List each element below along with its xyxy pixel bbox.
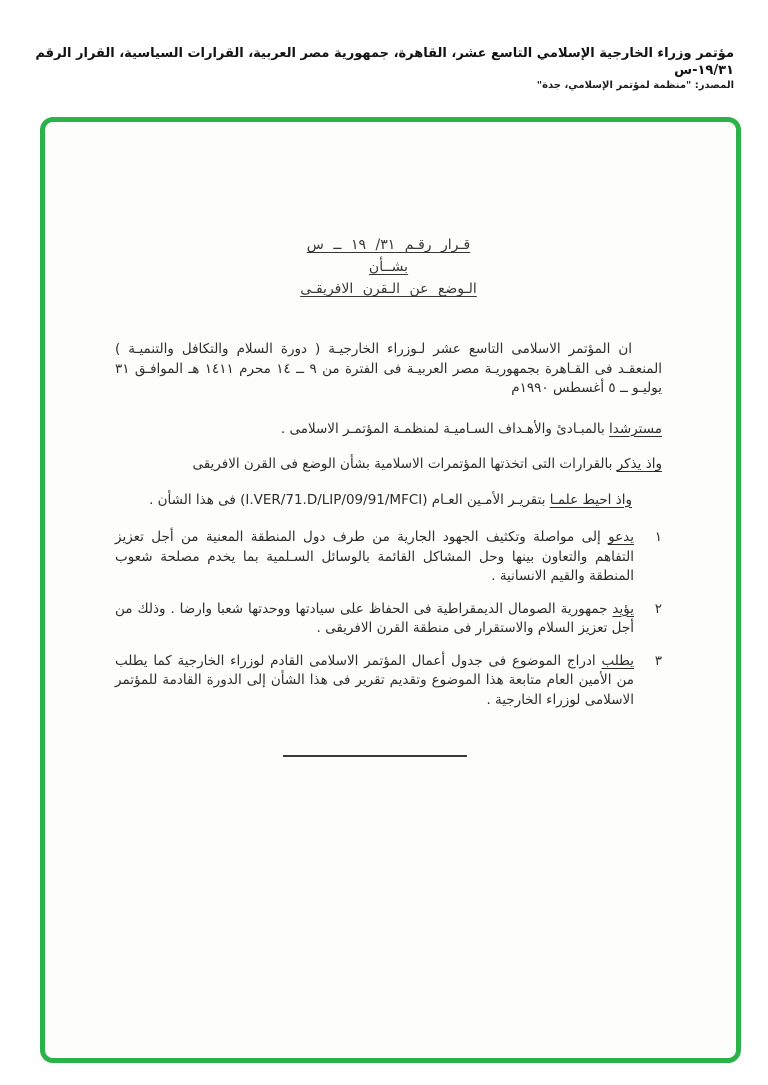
resolution-item-3 [115,652,662,711]
scanned-document-frame [40,117,741,1063]
resolution-title-block [115,234,662,300]
item-3-lead: يطلب [601,652,634,669]
clause-recalling-lead: واذ يذكر [616,456,662,472]
clause-guided-text: بالمبـادئ والأهـداف السـاميـة لمنظمـة المؤتمـر الاسلامى . [280,420,610,437]
end-divider [283,755,467,757]
item-3-body: ادراج الموضوع فى جدول أعمال المؤتمر الاسلامى القادم لوزراء الخارجية كما يطلب من الأمين العام متابعة هذا الموضوع وتقديم تقرير فى هذا الشأن إلى الدورة القادمة للمؤتمر الاسلامى لوزراء الخارجية . [115,652,634,708]
item-3-text [115,652,634,711]
resolution-number-line: قـرار رقـم ٣١/ ١٩ ــ س [306,237,471,253]
resolution-about-line: بشــأن [368,259,409,275]
clause-recalling-text: بالقرارات التى اتخذتها المؤتمرات الاسلامية بشأن الوضع فى القرن الافريقى [192,456,617,472]
resolution-subject-line: الـوضع عن الـقرن الافريقـى [300,281,477,297]
clause-noting [115,491,662,511]
clause-noting-text: بتقريـر الأمـين العـام (I.VER/71.D/LIP/09/91/MFCI) فى هذا الشأن . [149,491,550,508]
item-1-lead: يدعو [608,529,634,545]
clause-guided [115,420,662,440]
item-3-number: ٣ [654,652,662,669]
item-2-text [115,600,634,639]
item-1-body: إلى مواصلة وتكثيف الجهود الجارية من طرف دول المنطقة المعنية من أجل تعزيز التفاهم والتعاون بينها وحل المشاكل القائمة بالوسائل السـلمية بما يخدم مصلحة شعوب المنطقة والقيم الانسانية . [115,529,634,584]
item-2-body: جمهورية الصومال الديمقراطية فى الحفاظ على سيادتها ووحدتها شعبا وارضا . وذلك من أجل تعزيز السلام والاستقرار فى منطقة القرن الافريقى . [115,600,634,636]
resolution-item-2 [115,600,662,639]
clause-recalling [115,455,662,475]
item-2-number: ٢ [654,600,662,617]
item-1-number: ١ [654,529,662,545]
source-line: المصدر: "منظمة لمؤتمر الإسلامي، جدة" [536,80,734,91]
item-1-text [115,528,634,587]
scanned-document [45,122,736,757]
resolution-item-1 [115,528,662,587]
citation-header: مؤتمر وزراء الخارجية الإسلامي التاسع عشر، القاهرة، جمهورية مصر العربية، القرارات السياسية، القرار الرقم ١٩/٣١-س [35,46,734,78]
item-2-lead: يؤيد [612,600,634,617]
resolution-items [115,528,662,710]
preamble-text: ان المؤتمر الاسلامى التاسع عشر لـوزراء الخارجيـة ( دورة السلام والتكافل والتنميـة ) المنعقـد فى القـاهرة بجمهوريـة مصر العربيـة فى الفترة من ٩ ــ ١٤ محرم ١٤١١ هـ الموافـق ٣١ يوليـو ــ ٥ أغسطس ١٩٩٠م [115,341,662,396]
clause-noting-lead: واذ احيط علمـا [549,491,632,508]
preamble-paragraph [115,340,662,399]
clause-guided-lead: مسترشدا [609,420,662,437]
